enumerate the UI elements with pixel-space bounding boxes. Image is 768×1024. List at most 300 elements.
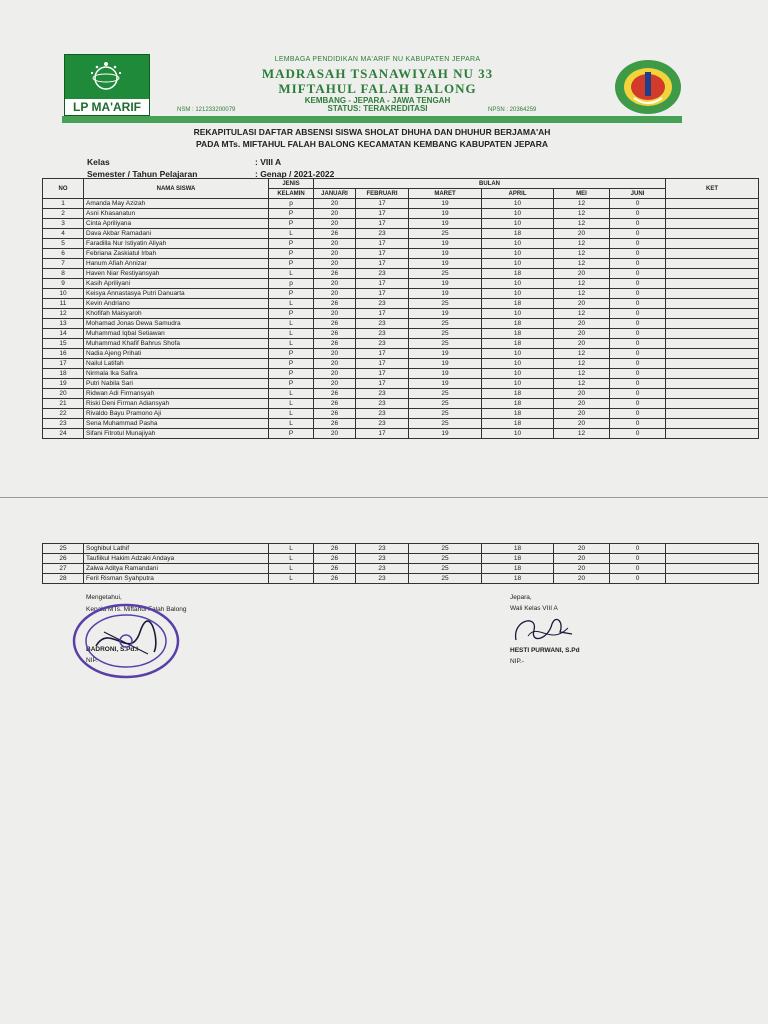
- cell-no: 18: [43, 369, 84, 379]
- cell-april: 10: [482, 279, 554, 289]
- cell-april: 18: [482, 299, 554, 309]
- cell-nama: Nirmala Ika Safira: [84, 369, 269, 379]
- cell-no: 22: [43, 409, 84, 419]
- cell-ket: [666, 259, 759, 269]
- cell-kelamin: P: [269, 349, 314, 359]
- cell-juni: 0: [610, 229, 666, 239]
- header-month: MEI: [554, 189, 610, 199]
- table-row: [43, 319, 759, 329]
- cell-januari: 26: [314, 319, 356, 329]
- cell-januari: 20: [314, 369, 356, 379]
- cell-mei: 12: [554, 359, 610, 369]
- cell-ket: [666, 269, 759, 279]
- cell-ket: [666, 379, 759, 389]
- cell-maret: 25: [409, 269, 482, 279]
- cell-april: 10: [482, 249, 554, 259]
- headmaster-name: BADRONI, S.Pd.I: [86, 646, 139, 653]
- cell-ket: [666, 564, 759, 574]
- cell-nama: Febriana Zaskiatul Irbah: [84, 249, 269, 259]
- cell-maret: 19: [409, 199, 482, 209]
- header-ket: KET: [666, 179, 759, 199]
- cell-kelamin: L: [269, 564, 314, 574]
- table-row: [43, 554, 759, 564]
- cell-mei: 20: [554, 389, 610, 399]
- table-row: [43, 229, 759, 239]
- accreditation-status: STATUS: TERAKREDITASI: [327, 104, 428, 113]
- cell-februari: 17: [356, 369, 409, 379]
- cell-april: 10: [482, 309, 554, 319]
- school-emblem-icon: [612, 58, 684, 116]
- cell-kelamin: L: [269, 409, 314, 419]
- cell-april: 10: [482, 239, 554, 249]
- cell-ket: [666, 399, 759, 409]
- table-row: [43, 419, 759, 429]
- cell-nama: Asni Khasanatun: [84, 209, 269, 219]
- cell-februari: 17: [356, 209, 409, 219]
- cell-ket: [666, 289, 759, 299]
- cell-nama: Taufiikul Hakim Adzaki Andaya: [84, 554, 269, 564]
- cell-no: 21: [43, 399, 84, 409]
- cell-no: 9: [43, 279, 84, 289]
- table-body: [43, 199, 759, 439]
- cell-februari: 23: [356, 419, 409, 429]
- cell-no: 23: [43, 419, 84, 429]
- cell-no: 19: [43, 379, 84, 389]
- cell-no: 5: [43, 239, 84, 249]
- table-row: [43, 359, 759, 369]
- semester-label: Semester / Tahun Pelajaran: [87, 169, 198, 179]
- cell-ket: [666, 544, 759, 554]
- cell-mei: 12: [554, 379, 610, 389]
- cell-nama: Sena Muhammad Pasha: [84, 419, 269, 429]
- cell-januari: 20: [314, 359, 356, 369]
- cell-mei: 12: [554, 309, 610, 319]
- cell-februari: 23: [356, 574, 409, 584]
- school-name-line2: MIFTAHUL FALAH BALONG: [278, 81, 477, 96]
- cell-april: 10: [482, 369, 554, 379]
- cell-mei: 20: [554, 229, 610, 239]
- cell-kelamin: L: [269, 574, 314, 584]
- cell-kelamin: L: [269, 419, 314, 429]
- cell-januari: 26: [314, 574, 356, 584]
- cell-ket: [666, 389, 759, 399]
- cell-april: 18: [482, 574, 554, 584]
- cell-mei: 20: [554, 269, 610, 279]
- cell-ket: [666, 419, 759, 429]
- cell-nama: Cinta Apriliyana: [84, 219, 269, 229]
- cell-kelamin: P: [269, 209, 314, 219]
- cell-ket: [666, 209, 759, 219]
- cell-ket: [666, 279, 759, 289]
- cell-kelamin: L: [269, 389, 314, 399]
- cell-februari: 17: [356, 249, 409, 259]
- cell-ket: [666, 349, 759, 359]
- cell-juni: 0: [610, 269, 666, 279]
- cell-juni: 0: [610, 259, 666, 269]
- cell-nama: Muhammad Khafif Bahrus Shofa: [84, 339, 269, 349]
- header-kelamin: KELAMIN: [269, 189, 314, 199]
- cell-no: 16: [43, 349, 84, 359]
- cell-ket: [666, 239, 759, 249]
- cell-januari: 20: [314, 279, 356, 289]
- cell-ket: [666, 249, 759, 259]
- cell-juni: 0: [610, 379, 666, 389]
- cell-ket: [666, 554, 759, 564]
- cell-mei: 12: [554, 349, 610, 359]
- cell-maret: 25: [409, 229, 482, 239]
- header-bulan: BULAN: [314, 179, 666, 189]
- cell-juni: 0: [610, 309, 666, 319]
- cell-maret: 25: [409, 544, 482, 554]
- cell-ket: [666, 299, 759, 309]
- cell-april: 10: [482, 359, 554, 369]
- cell-mei: 20: [554, 544, 610, 554]
- cell-mei: 20: [554, 574, 610, 584]
- cell-maret: 19: [409, 429, 482, 439]
- cell-januari: 26: [314, 409, 356, 419]
- cell-ket: [666, 429, 759, 439]
- cell-februari: 23: [356, 329, 409, 339]
- cell-januari: 20: [314, 309, 356, 319]
- cell-februari: 17: [356, 259, 409, 269]
- table-row: [43, 279, 759, 289]
- cell-maret: 25: [409, 389, 482, 399]
- cell-mei: 20: [554, 564, 610, 574]
- cell-maret: 19: [409, 349, 482, 359]
- cell-juni: 0: [610, 574, 666, 584]
- cell-nama: Kasih Apriliyani: [84, 279, 269, 289]
- cell-juni: 0: [610, 359, 666, 369]
- cell-nama: Muhammad Iqbal Setiawan: [84, 329, 269, 339]
- cell-no: 3: [43, 219, 84, 229]
- cell-juni: 0: [610, 409, 666, 419]
- cell-april: 18: [482, 319, 554, 329]
- cell-juni: 0: [610, 289, 666, 299]
- cell-juni: 0: [610, 319, 666, 329]
- cell-maret: 25: [409, 329, 482, 339]
- mengetahui-label: Mengetahui,: [86, 594, 122, 601]
- header-jenis: JENIS: [269, 179, 314, 189]
- cell-nama: Faradilla Nur Istiyatin Aliyah: [84, 239, 269, 249]
- cell-kelamin: L: [269, 399, 314, 409]
- cell-ket: [666, 369, 759, 379]
- cell-april: 10: [482, 199, 554, 209]
- cell-mei: 12: [554, 219, 610, 229]
- cell-juni: 0: [610, 389, 666, 399]
- cell-nama: Soghibul Lathif: [84, 544, 269, 554]
- cell-kelamin: L: [269, 544, 314, 554]
- cell-juni: 0: [610, 239, 666, 249]
- cell-mei: 12: [554, 259, 610, 269]
- cell-no: 7: [43, 259, 84, 269]
- cell-kelamin: p: [269, 279, 314, 289]
- cell-april: 18: [482, 554, 554, 564]
- homeroom-signature-icon: [508, 610, 578, 650]
- table-row: [43, 544, 759, 554]
- cell-nama: Rivaldo Bayu Pramono Aji: [84, 409, 269, 419]
- cell-januari: 26: [314, 564, 356, 574]
- cell-mei: 20: [554, 329, 610, 339]
- cell-kelamin: P: [269, 249, 314, 259]
- table-row: [43, 564, 759, 574]
- cell-ket: [666, 229, 759, 239]
- institution-name: LEMBAGA PENDIDIKAN MA'ARIF NU KABUPATEN JEPARA: [274, 56, 481, 63]
- document-title-line1: REKAPITULASI DAFTAR ABSENSI SISWA SHOLAT DHUHA DAN DHUHUR BERJAMA'AH: [193, 127, 551, 137]
- cell-maret: 25: [409, 409, 482, 419]
- cell-nama: Mohamad Jonas Dewa Samudra: [84, 319, 269, 329]
- cell-no: 15: [43, 339, 84, 349]
- cell-no: 27: [43, 564, 84, 574]
- cell-kelamin: L: [269, 339, 314, 349]
- cell-maret: 19: [409, 359, 482, 369]
- cell-januari: 26: [314, 389, 356, 399]
- cell-maret: 25: [409, 574, 482, 584]
- cell-maret: 19: [409, 209, 482, 219]
- cell-kelamin: P: [269, 369, 314, 379]
- cell-januari: 26: [314, 554, 356, 564]
- logo-text: LP MA'ARIF: [65, 99, 149, 115]
- cell-januari: 26: [314, 399, 356, 409]
- lp-maarif-logo: [64, 54, 150, 116]
- cell-no: 2: [43, 209, 84, 219]
- cell-februari: 17: [356, 279, 409, 289]
- cell-ket: [666, 309, 759, 319]
- cell-kelamin: P: [269, 219, 314, 229]
- header-month: APRIL: [482, 189, 554, 199]
- cell-februari: 17: [356, 199, 409, 209]
- cell-februari: 23: [356, 319, 409, 329]
- cell-ket: [666, 329, 759, 339]
- cell-nama: Nailul Latifah: [84, 359, 269, 369]
- cell-maret: 19: [409, 219, 482, 229]
- cell-april: 18: [482, 339, 554, 349]
- cell-april: 18: [482, 409, 554, 419]
- cell-ket: [666, 359, 759, 369]
- cell-ket: [666, 319, 759, 329]
- cell-maret: 19: [409, 289, 482, 299]
- cell-februari: 23: [356, 299, 409, 309]
- cell-no: 4: [43, 229, 84, 239]
- cell-kelamin: P: [269, 429, 314, 439]
- cell-juni: 0: [610, 339, 666, 349]
- cell-februari: 23: [356, 409, 409, 419]
- cell-april: 10: [482, 429, 554, 439]
- cell-nama: Zalwa Aditya Ramandani: [84, 564, 269, 574]
- cell-februari: 23: [356, 544, 409, 554]
- cell-nama: Amanda May Azizah: [84, 199, 269, 209]
- headmaster-title: Kepala MTs. Miftahul Falah Balong: [86, 606, 187, 613]
- table-body: [43, 544, 759, 584]
- cell-februari: 17: [356, 379, 409, 389]
- cell-februari: 23: [356, 554, 409, 564]
- cell-kelamin: P: [269, 379, 314, 389]
- cell-no: 11: [43, 299, 84, 309]
- header-nama-siswa: NAMA SISWA: [84, 179, 269, 199]
- cell-juni: 0: [610, 544, 666, 554]
- cell-januari: 20: [314, 349, 356, 359]
- cell-ket: [666, 339, 759, 349]
- cell-juni: 0: [610, 349, 666, 359]
- cell-maret: 19: [409, 379, 482, 389]
- cell-maret: 19: [409, 369, 482, 379]
- cell-februari: 23: [356, 229, 409, 239]
- table-row: [43, 239, 759, 249]
- cell-kelamin: L: [269, 554, 314, 564]
- cell-no: 28: [43, 574, 84, 584]
- cell-april: 18: [482, 269, 554, 279]
- table-row: [43, 329, 759, 339]
- cell-ket: [666, 574, 759, 584]
- header-month: MARET: [409, 189, 482, 199]
- cell-maret: 19: [409, 249, 482, 259]
- cell-februari: 17: [356, 309, 409, 319]
- cell-februari: 17: [356, 289, 409, 299]
- cell-februari: 23: [356, 564, 409, 574]
- cell-nama: Hanum Afiah Annizar: [84, 259, 269, 269]
- cell-kelamin: P: [269, 289, 314, 299]
- table-row: [43, 339, 759, 349]
- attendance-table-continued: [42, 543, 759, 584]
- semester-value: : Genap / 2021-2022: [255, 169, 335, 179]
- homeroom-name: HESTI PURWANI, S.Pd: [510, 647, 580, 654]
- cell-kelamin: L: [269, 319, 314, 329]
- table-row: [43, 389, 759, 399]
- cell-februari: 23: [356, 339, 409, 349]
- cell-mei: 12: [554, 199, 610, 209]
- cell-april: 10: [482, 349, 554, 359]
- cell-februari: 17: [356, 429, 409, 439]
- headmaster-nip: NIP.-: [86, 657, 100, 664]
- cell-januari: 20: [314, 219, 356, 229]
- cell-no: 14: [43, 329, 84, 339]
- cell-no: 10: [43, 289, 84, 299]
- cell-nama: Ridwan Adi Firmansyah: [84, 389, 269, 399]
- cell-februari: 23: [356, 269, 409, 279]
- cell-mei: 12: [554, 249, 610, 259]
- cell-juni: 0: [610, 299, 666, 309]
- cell-no: 17: [43, 359, 84, 369]
- cell-kelamin: L: [269, 299, 314, 309]
- cell-maret: 25: [409, 554, 482, 564]
- cell-kelamin: P: [269, 239, 314, 249]
- cell-april: 18: [482, 544, 554, 554]
- cell-januari: 26: [314, 339, 356, 349]
- cell-nama: Riski Deni Firman Adiansyah: [84, 399, 269, 409]
- cell-januari: 26: [314, 269, 356, 279]
- school-name-line1: MADRASAH TSANAWIYAH NU 33: [261, 66, 494, 81]
- table-row: [43, 379, 759, 389]
- cell-april: 10: [482, 259, 554, 269]
- cell-februari: 17: [356, 359, 409, 369]
- kelas-label: Kelas: [87, 157, 110, 167]
- npsn-number: NPSN : 20364259: [488, 107, 537, 113]
- cell-maret: 25: [409, 339, 482, 349]
- cell-maret: 25: [409, 564, 482, 574]
- cell-mei: 12: [554, 369, 610, 379]
- header-month: JUNI: [610, 189, 666, 199]
- cell-februari: 23: [356, 389, 409, 399]
- cell-no: 13: [43, 319, 84, 329]
- cell-juni: 0: [610, 399, 666, 409]
- page-break-line: [0, 497, 768, 498]
- table-row: [43, 369, 759, 379]
- cell-april: 10: [482, 289, 554, 299]
- cell-januari: 20: [314, 429, 356, 439]
- cell-februari: 23: [356, 399, 409, 409]
- cell-april: 10: [482, 219, 554, 229]
- cell-mei: 12: [554, 239, 610, 249]
- cell-maret: 19: [409, 279, 482, 289]
- cell-januari: 20: [314, 259, 356, 269]
- cell-kelamin: P: [269, 359, 314, 369]
- table-row: [43, 399, 759, 409]
- cell-kelamin: p: [269, 199, 314, 209]
- cell-nama: Dava Akbar Ramadani: [84, 229, 269, 239]
- cell-juni: 0: [610, 419, 666, 429]
- cell-maret: 19: [409, 259, 482, 269]
- cell-januari: 20: [314, 379, 356, 389]
- table-row: [43, 409, 759, 419]
- cell-no: 25: [43, 544, 84, 554]
- cell-juni: 0: [610, 429, 666, 439]
- cell-januari: 26: [314, 544, 356, 554]
- cell-mei: 12: [554, 209, 610, 219]
- cell-juni: 0: [610, 219, 666, 229]
- homeroom-nip: NIP.-: [510, 658, 524, 665]
- table-row: [43, 299, 759, 309]
- cell-april: 18: [482, 329, 554, 339]
- nsm-number: NSM : 121233200079: [177, 107, 236, 113]
- cell-april: 10: [482, 379, 554, 389]
- cell-kelamin: P: [269, 309, 314, 319]
- school-address: KEMBANG - JEPARA - JAWA TENGAH: [304, 96, 451, 105]
- cell-no: 26: [43, 554, 84, 564]
- cell-mei: 20: [554, 339, 610, 349]
- cell-no: 8: [43, 269, 84, 279]
- cell-maret: 25: [409, 419, 482, 429]
- cell-ket: [666, 409, 759, 419]
- cell-februari: 17: [356, 349, 409, 359]
- table-row: [43, 574, 759, 584]
- cell-juni: 0: [610, 199, 666, 209]
- header-month: JANUARI: [314, 189, 356, 199]
- cell-mei: 12: [554, 429, 610, 439]
- cell-mei: 20: [554, 399, 610, 409]
- cell-nama: Sifani Fitrotul Munajiyah: [84, 429, 269, 439]
- school-stamp-icon: [70, 602, 182, 680]
- cell-januari: 20: [314, 199, 356, 209]
- cell-januari: 26: [314, 329, 356, 339]
- table-row: [43, 219, 759, 229]
- table-row: [43, 209, 759, 219]
- cell-mei: 20: [554, 409, 610, 419]
- table-row: [43, 269, 759, 279]
- cell-april: 18: [482, 229, 554, 239]
- cell-maret: 19: [409, 239, 482, 249]
- cell-mei: 20: [554, 299, 610, 309]
- cell-no: 1: [43, 199, 84, 209]
- cell-juni: 0: [610, 279, 666, 289]
- kelas-value: : VIII A: [255, 157, 282, 167]
- table-row: [43, 199, 759, 209]
- cell-mei: 20: [554, 319, 610, 329]
- cell-februari: 17: [356, 219, 409, 229]
- table-row: [43, 349, 759, 359]
- cell-kelamin: P: [269, 259, 314, 269]
- cell-nama: Nadia Ajeng Prihati: [84, 349, 269, 359]
- cell-kelamin: L: [269, 269, 314, 279]
- table-row: [43, 289, 759, 299]
